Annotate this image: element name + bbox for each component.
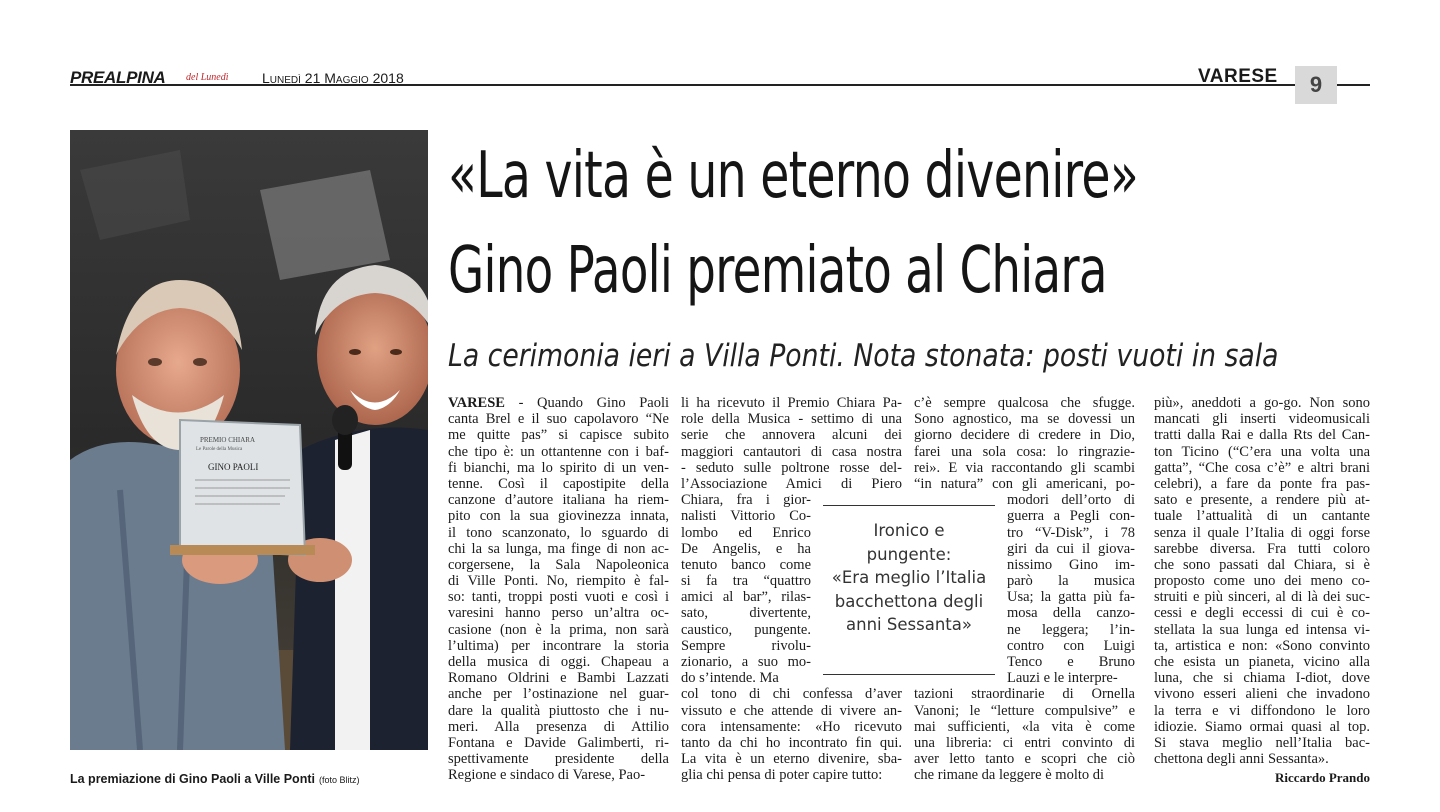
article-line: la terra e vi diffondono le loro [1154, 702, 1370, 719]
article-line: Regione e sindaco di Varese, Pao- [448, 767, 646, 784]
headline-main: Gino Paoli premiato al Chiara [448, 234, 1107, 308]
plaque-title: PREMIO CHIARA [200, 436, 256, 444]
pull-quote [823, 505, 995, 675]
article-column-1 [448, 395, 669, 784]
article-line: stellata la sua lunga ed intensa vi- [1154, 621, 1370, 638]
article-line: tanto da chi ho incontrato fin qui. [681, 734, 902, 751]
pull-quote-top-rule [823, 505, 995, 506]
article-line: sato, divertente, [681, 605, 811, 622]
article-line: - seduto sulle poltrone rosse del- [681, 459, 902, 476]
article-line: Usa; la gatta più fa- [1007, 589, 1135, 606]
article-line: giri da cui il giova- [1007, 540, 1135, 557]
article-line: gatta”, “Che cosa c’è” e altri brani [1154, 459, 1370, 476]
article-line: Lauzi e le interpre- [1007, 670, 1118, 687]
article-line: mosa della canzo- [1007, 605, 1135, 622]
article-line: di Ville Ponti. No, riempito è fal- [448, 573, 669, 590]
subheadline: La cerimonia ieri a Villa Ponti. Nota stonata: posti vuoti in sala [448, 338, 1279, 374]
plaque-name: GINO PAOLI [208, 462, 259, 472]
article-line: si fa tra “quattro [681, 573, 811, 590]
article-line: pito con la sua giovinezza innata, [448, 508, 669, 525]
article-line: mancati gli inserti videomusicali [1154, 411, 1370, 428]
article-line: mai sufficienti, «la vita è come [914, 718, 1135, 735]
article-line: luna, che si chiama I-diot, dove [1154, 670, 1370, 687]
article-line: il tono scanzonato, lo sguardo di [448, 524, 669, 541]
article-line: vissuto e che attende di vivere an- [681, 702, 902, 719]
article-line: tenne. Così il capostipite della [448, 475, 669, 492]
article-line: glia chi pensa di poter capire tutto: [681, 767, 883, 784]
article-line: celebri), a fare da ponte fra pas- [1154, 475, 1370, 492]
article-line: nissimo Gino im- [1007, 556, 1135, 573]
article-line: fi bianchi, ma lo spirito di un ven- [448, 459, 669, 476]
article-line: caustico, pungente. [681, 621, 811, 638]
article-line: ton Ticino (“C’era una volta una [1154, 443, 1370, 460]
caption-text: La premiazione di Gino Paoli a Ville Ponti [70, 772, 315, 786]
article-line: serie che annovera alcuni dei [681, 427, 902, 444]
article-line: rei». E via raccontando gli scambi [914, 459, 1135, 476]
pull-quote-line: Ironico e [873, 521, 945, 540]
pull-quote-line: anni Sessanta» [846, 615, 972, 634]
article-line: che rimane da leggere è molto di [914, 767, 1105, 784]
article-line: Tenco e Bruno [1007, 654, 1135, 670]
article-line: modori dell’orto di [1007, 492, 1135, 509]
article-line: struiti e più sinceri, al di là dei suc- [1154, 589, 1370, 606]
article-line: do s’intende. Ma [681, 670, 779, 687]
article-line: vivono esseri alieni che invadono [1154, 686, 1370, 703]
article-line: proposto come uno dei meno co- [1154, 573, 1370, 590]
article-line: cora intensamente: «Ho ricevuto [681, 718, 902, 735]
article-line: cessi e degli eccessi di cui è co- [1154, 605, 1370, 622]
article-line: tazioni straordinarie di Ornella [914, 686, 1135, 703]
article-line: me quitte pas” si capisce subito [448, 427, 669, 444]
article-line: farei una sola cosa: lo ringrazie- [914, 443, 1135, 460]
article-line: l’ultima) per incontrare la storia [448, 637, 669, 654]
article-column-4 [1154, 395, 1370, 767]
article-line: giorno decidere di credere in Dio, [914, 427, 1135, 444]
article-line: ne leggera; l’in- [1007, 621, 1135, 638]
article-line: VARESE - Quando Gino Paoli [448, 395, 669, 411]
pull-quote-bottom-rule [823, 674, 995, 675]
article-line: ta, artistica e non: «Sono convinto [1154, 637, 1370, 654]
article-line: La vita è un eterno divenire, sba- [681, 751, 902, 768]
article-line: guerra a Pegli con- [1007, 508, 1135, 525]
issue-date: Lunedì 21 Maggio 2018 [262, 70, 404, 86]
article-line: tratti dalla Rai e dalla Rts del Can- [1154, 427, 1370, 444]
article-line: che sono passati dal Chiara, si è [1154, 556, 1370, 573]
page-number: 9 [1295, 66, 1337, 104]
article-line: più», aneddoti a go-go. Non sono [1154, 395, 1370, 411]
article-line: tenuto banco come [681, 556, 811, 573]
article-line: corgersene, la Sala Napoleonica [448, 556, 669, 573]
article-line: so: tanti, troppi posti vuoti e così i [448, 589, 669, 606]
article-line: parò la musica [1007, 573, 1135, 590]
article-line: dare la qualità piuttosto che i nu- [448, 702, 669, 719]
plaque-subtitle: Le Parole della Musica [196, 447, 243, 452]
pull-quote-text [823, 519, 995, 637]
newspaper-logo-subtitle: del Lunedì [186, 72, 229, 83]
article-line: canta Brel e il suo capolavoro “Ne [448, 411, 669, 428]
article-line: una libreria: ci entri convinto di [914, 734, 1135, 751]
article-photo [70, 130, 428, 750]
photo-caption [70, 772, 359, 786]
article-line: canzone d’autore italiana ha riem- [448, 492, 669, 509]
article-line: tuale l’attualità di un cantante [1154, 508, 1370, 525]
article-line: che tipo è: un ottantenne con i baf- [448, 443, 669, 460]
article-line: col tono di chi confessa d’aver [681, 686, 902, 703]
article-line: Sono agnostico, ma se dovessi un [914, 411, 1135, 428]
article-line: li ha ricevuto il Premio Chiara Pa- [681, 395, 902, 411]
article-line: Sempre rivolu- [681, 637, 811, 654]
newspaper-logo: PREALPINA [70, 68, 166, 87]
article-line: “in natura” con gli americani, po- [914, 475, 1135, 492]
article-line: spettivamente presidente della [448, 751, 669, 768]
pull-quote-line: bacchettona degli [834, 591, 984, 611]
article-line: De Angelis, e ha [681, 540, 811, 557]
article-line: idiozie. Siamo ormai quasi al top. [1154, 718, 1370, 735]
article-line: lombo ed Enrico [681, 524, 811, 541]
article-line: senza il quale l’Italia di oggi forse [1154, 524, 1370, 541]
article-line: role della Musica - settimo di una [681, 411, 902, 428]
pull-quote-line: pungente: [866, 544, 952, 564]
headline-quote: «La vita è un eterno divenire» [448, 139, 1138, 213]
article-line: tro “V-Disk”, i 78 [1007, 524, 1135, 541]
article-line: Vanoni; le “letture compulsive” e [914, 702, 1135, 719]
article-line: meri. Alla presenza di Attilio [448, 718, 669, 735]
article-byline: Riccardo Prando [1275, 770, 1370, 785]
article-line: varesini hanno perso un’altra oc- [448, 605, 669, 622]
article-line: zionario, a suo mo- [681, 654, 811, 670]
article-line: sarebbe diversa. Fra tutti coloro [1154, 540, 1370, 557]
article-line: sato e presente, a rendere più at- [1154, 492, 1370, 509]
article-line: aver letto tanto e scopri che ciò [914, 751, 1135, 768]
article-line: Chiara, fra i gior- [681, 492, 811, 509]
article-line: anche per l’ostinazione nel guar- [448, 686, 669, 703]
article-line: chettona degli anni Sessanta». [1154, 751, 1329, 768]
article-line: maggiori cantautori di casa nostra [681, 443, 902, 460]
article-line: contro con Luigi [1007, 637, 1135, 654]
section-name: VARESE [1198, 66, 1278, 87]
photo-credit: (foto Blitz) [318, 775, 360, 785]
article-line: amici al bar”, rilas- [681, 589, 811, 606]
article-line: della musica di oggi. Chapeau a [448, 654, 669, 670]
article-line: casione (non è la prima, non sarà [448, 621, 669, 638]
article-line: c’è sempre qualcosa che sfugge. [914, 395, 1135, 411]
article-line: chi la sa lunga, ma finge di non ac- [448, 540, 669, 557]
article-line: nalisti Vittorio Co- [681, 508, 811, 525]
article-line: Romano Oldrini e Bambi Lazzati [448, 670, 669, 687]
pull-quote-line: «Era meglio l’Italia [831, 568, 987, 587]
article-line: Fontana e Davide Galimberti, ri- [448, 734, 669, 751]
dateline: VARESE [448, 395, 505, 411]
article-line: Si stava meglio nell’Italia bac- [1154, 734, 1370, 751]
article-line: l’Associazione Amici di Piero [681, 475, 902, 492]
article-line: che esista un pianeta, vicino alla [1154, 654, 1370, 670]
photo-illustration [70, 130, 428, 750]
